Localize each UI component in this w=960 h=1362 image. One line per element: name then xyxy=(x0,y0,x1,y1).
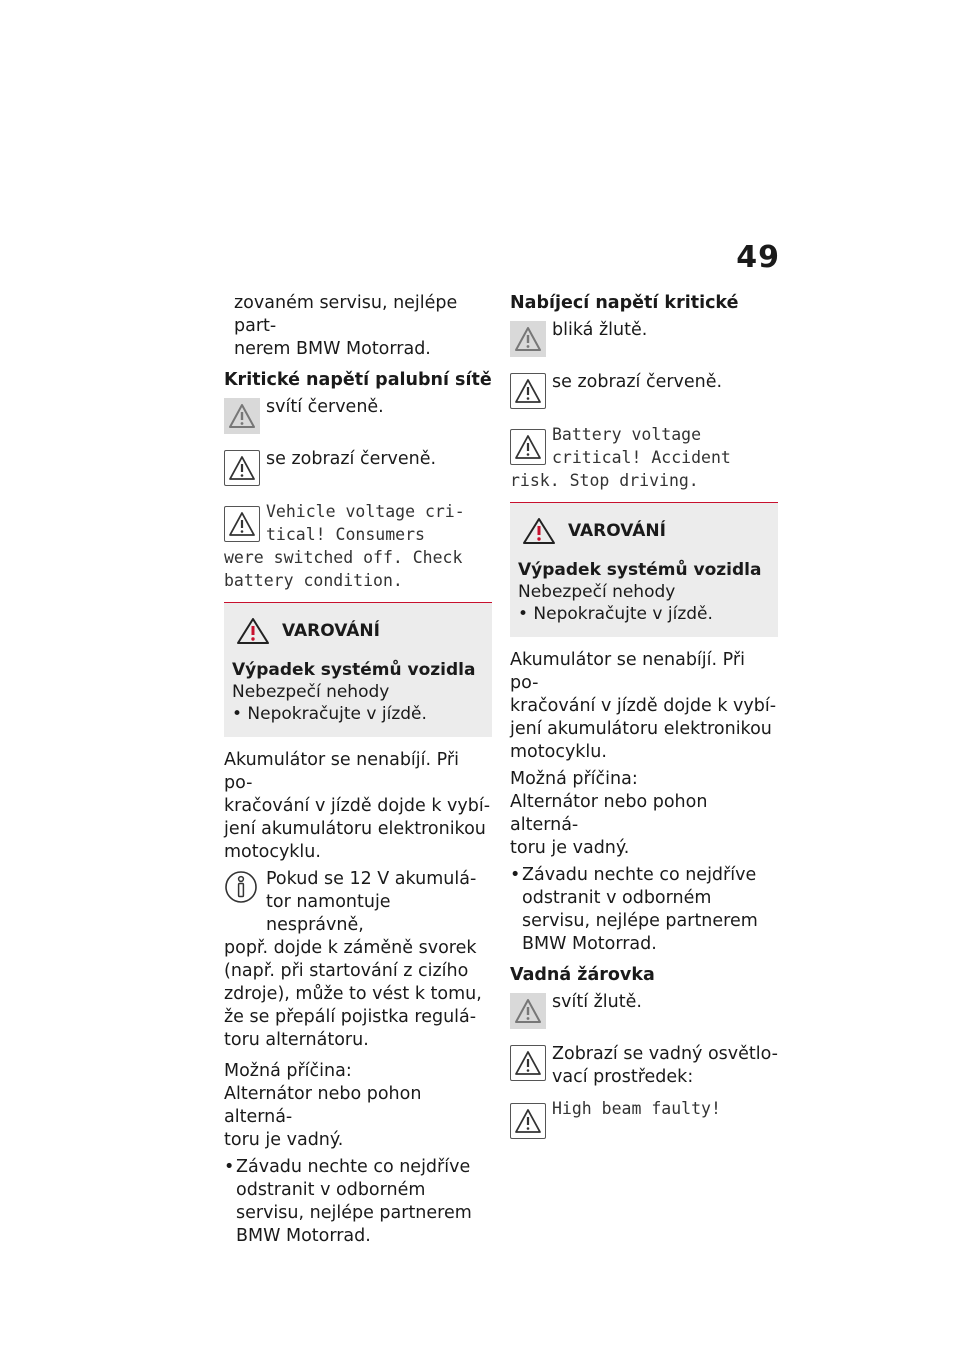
indicator-row-yellow-light xyxy=(510,991,778,1035)
warning-sign-icon xyxy=(522,517,556,545)
bullet-item xyxy=(510,864,778,956)
warning-title xyxy=(236,617,484,645)
section-heading-charge-voltage: Nabíjecí napětí kritické xyxy=(510,293,739,313)
paragraph xyxy=(224,749,492,864)
text-line: Zobrazí se vadný osvětlo- xyxy=(552,1044,778,1064)
warning-triangle-icon xyxy=(510,1103,546,1139)
text-line: motocyklu. xyxy=(510,742,607,762)
text-line: toru je vadný. xyxy=(510,838,630,858)
display-message-row xyxy=(224,500,492,592)
warning-box xyxy=(510,502,778,637)
text-line: Možná příčina: xyxy=(224,1061,352,1081)
text-line: motocyklu. xyxy=(224,842,321,862)
right-column xyxy=(510,292,778,1128)
warning-label: VAROVÁNÍ xyxy=(568,521,666,541)
text-line: servisu, nejlépe partnerem xyxy=(522,911,758,931)
message-line: tical! Consumers xyxy=(266,525,425,544)
message-line: battery condition. xyxy=(224,571,403,590)
text-line: Možná příčina: xyxy=(510,769,638,789)
display-message xyxy=(510,423,778,492)
warning-heading: Výpadek systémů vozidla xyxy=(518,560,762,580)
text-line: nerem BMW Motorrad. xyxy=(234,339,431,359)
warning-line: Nebezpečí nehody xyxy=(518,582,676,602)
warning-label: VAROVÁNÍ xyxy=(282,621,380,641)
text-line: Akumulátor se nenabíjí. Při po- xyxy=(224,750,459,793)
warning-line: • Nepokračujte v jízdě. xyxy=(232,704,427,724)
text-line: BMW Motorrad. xyxy=(522,934,657,954)
continued-text xyxy=(224,292,492,361)
text-line: že se přepálí pojistka regulá- xyxy=(224,1007,477,1027)
indicator-row-red-light xyxy=(224,396,492,440)
message-line: risk. Stop driving. xyxy=(510,471,699,490)
text-line: (např. při startování z cizího xyxy=(224,961,469,981)
indicator-row-display xyxy=(224,448,492,492)
text-line: odstranit v odborném xyxy=(236,1180,426,1200)
text-line: jení akumulátoru elektronikou xyxy=(224,819,486,839)
text-line: popř. dojde k záměně svorek xyxy=(224,938,477,958)
message-line: Battery voltage xyxy=(552,425,702,444)
indicator-text: se zobrazí červeně. xyxy=(266,449,437,469)
display-message-row xyxy=(510,423,778,492)
indicator-text xyxy=(510,1043,778,1089)
text-line: tor namontuje nesprávně, xyxy=(266,892,391,935)
text-line: Alternátor nebo pohon alterná- xyxy=(510,792,708,835)
display-message xyxy=(224,500,492,592)
section-heading-faulty-bulb: Vadná žárovka xyxy=(510,965,655,985)
display-message xyxy=(510,1097,778,1120)
info-icon xyxy=(224,870,258,904)
text-line: zdroje), může to vést k tomu, xyxy=(224,984,482,1004)
message-line: Vehicle voltage cri- xyxy=(266,502,465,521)
text-line: servisu, nejlépe partnerem xyxy=(236,1203,472,1223)
text-line: Alternátor nebo pohon alterná- xyxy=(224,1084,422,1127)
cause-paragraph xyxy=(224,1060,492,1152)
info-text xyxy=(224,868,492,1052)
indicator-row-display xyxy=(510,371,778,415)
paragraph xyxy=(510,649,778,764)
display-message-row xyxy=(510,1097,778,1120)
warning-light-icon xyxy=(510,993,546,1029)
warning-title xyxy=(522,517,770,545)
message-line: High beam faulty! xyxy=(552,1099,721,1118)
warning-heading: Výpadek systémů vozidla xyxy=(232,660,476,680)
warning-box xyxy=(224,602,492,737)
warning-triangle-icon xyxy=(510,1045,546,1081)
indicator-text: svítí žlutě. xyxy=(552,992,642,1012)
indicator-text: bliká žlutě. xyxy=(552,320,648,340)
message-line: were switched off. Check xyxy=(224,548,463,567)
warning-triangle-icon xyxy=(510,429,546,465)
text-line: BMW Motorrad. xyxy=(236,1226,371,1246)
text-line: vací prostředek: xyxy=(552,1067,694,1087)
warning-light-icon xyxy=(224,398,260,434)
text-line: Závadu nechte co nejdříve xyxy=(236,1157,471,1177)
cause-paragraph xyxy=(510,768,778,860)
text-line: Závadu nechte co nejdříve xyxy=(522,865,757,885)
text-line: kračování v jízdě dojde k vybí- xyxy=(510,696,777,716)
warning-triangle-icon xyxy=(224,506,260,542)
text-line: zovaném servisu, nejlépe part- xyxy=(234,293,458,336)
text-line: toru je vadný. xyxy=(224,1130,344,1150)
bullet-item xyxy=(224,1156,492,1248)
warning-line: Nebezpečí nehody xyxy=(232,682,390,702)
indicator-row-yellow-light xyxy=(510,319,778,363)
indicator-row-display xyxy=(510,1043,778,1089)
info-note xyxy=(224,868,492,1052)
text-line: kračování v jízdě dojde k vybí- xyxy=(224,796,491,816)
warning-line: • Nepokračujte v jízdě. xyxy=(518,604,713,624)
page-number: 49 xyxy=(736,240,780,275)
text-line: Pokud se 12 V akumulá- xyxy=(266,869,477,889)
warning-light-icon xyxy=(510,321,546,357)
section-heading-board-voltage: Kritické napětí palubní sítě xyxy=(224,370,492,390)
text-line: odstranit v odborném xyxy=(522,888,712,908)
warning-triangle-icon xyxy=(510,373,546,409)
message-line: critical! Accident xyxy=(552,448,731,467)
text-line: Akumulátor se nenabíjí. Při po- xyxy=(510,650,745,693)
text-line: jení akumulátoru elektronikou xyxy=(510,719,772,739)
left-column xyxy=(224,292,492,1252)
warning-triangle-icon xyxy=(224,450,260,486)
indicator-text: se zobrazí červeně. xyxy=(552,372,723,392)
warning-sign-icon xyxy=(236,617,270,645)
indicator-text: svítí červeně. xyxy=(266,397,384,417)
text-line: toru alternátoru. xyxy=(224,1030,369,1050)
